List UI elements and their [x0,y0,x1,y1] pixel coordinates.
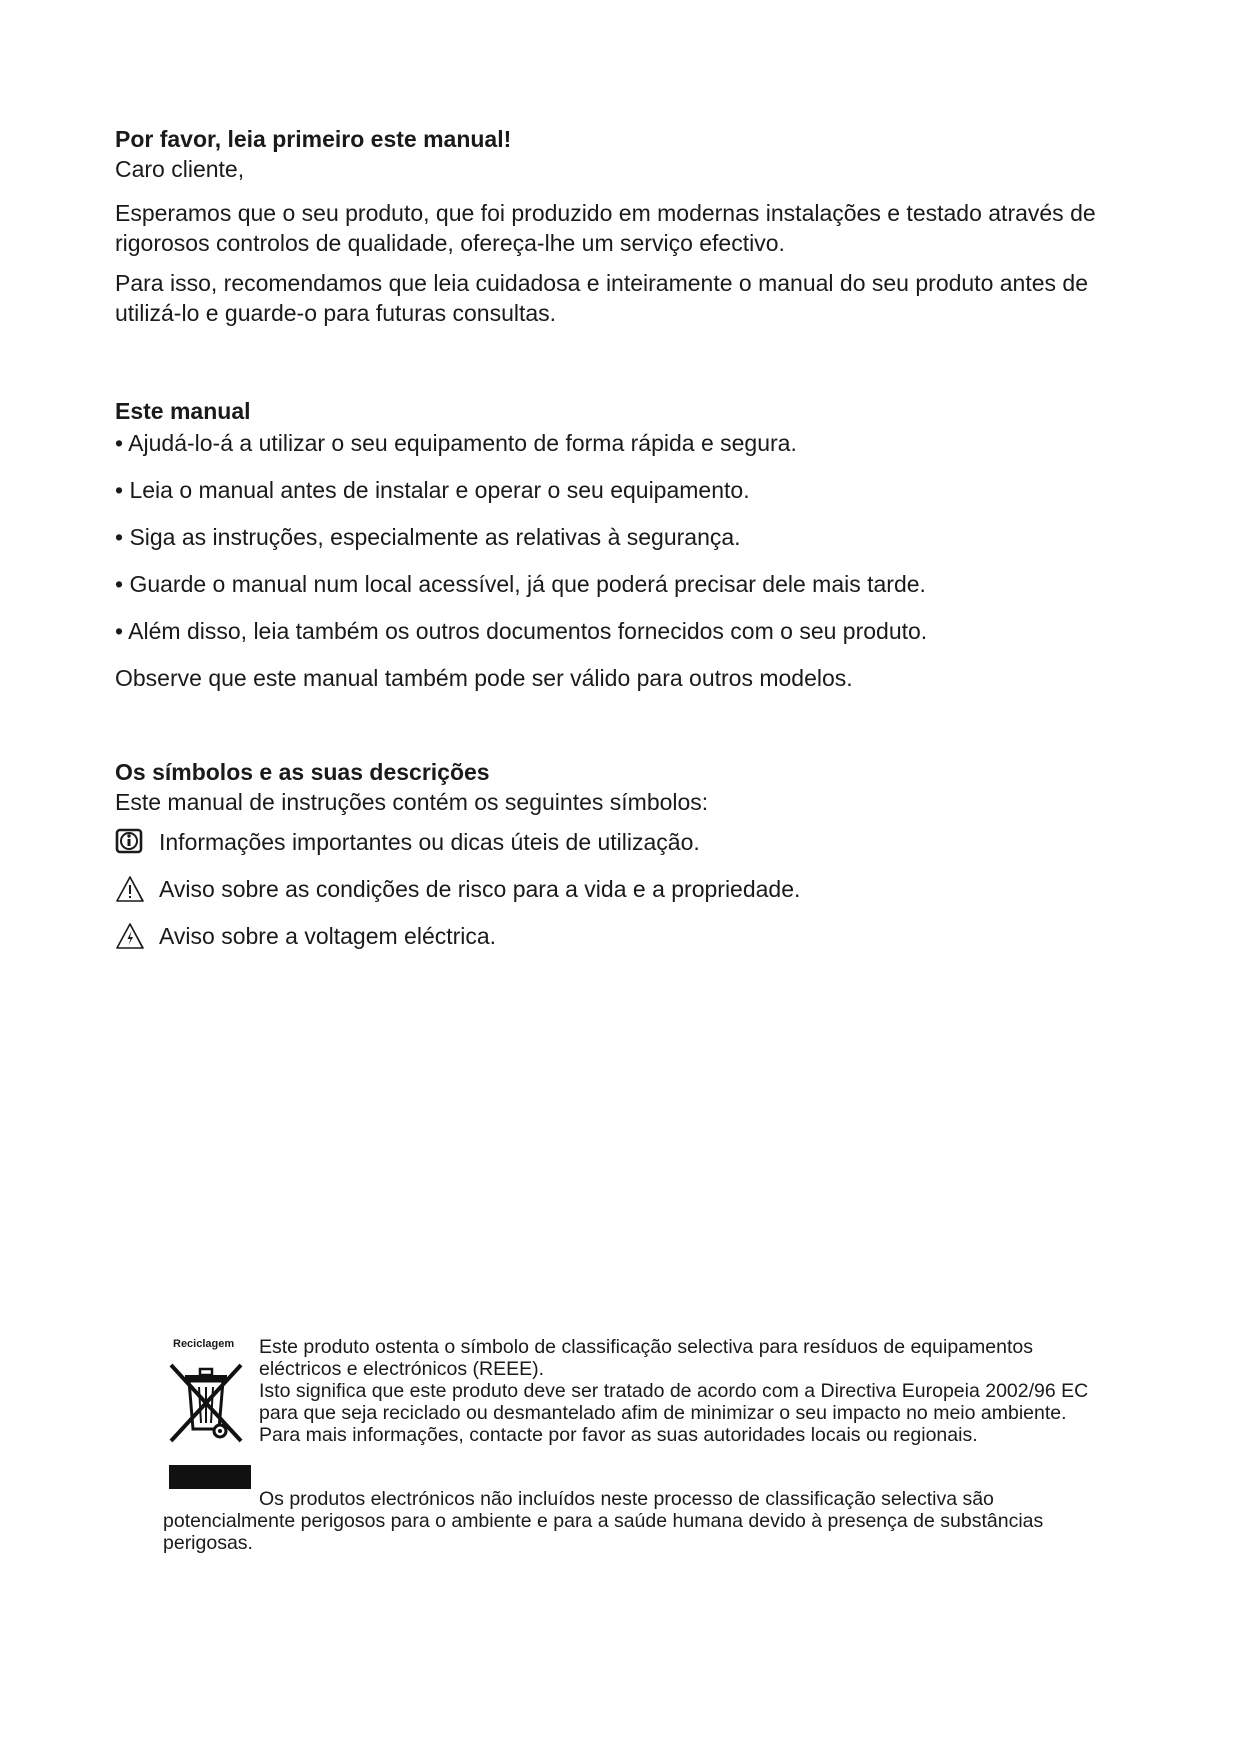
symbol-description: Aviso sobre a voltagem eléctrica. [159,923,497,949]
bullet-item: • Ajudá-lo-á a utilizar o seu equipamento de forma rápida e segura. [115,430,797,456]
bullet-item: • Guarde o manual num local acessível, já que poderá precisar dele mais tarde. [115,571,926,597]
document-page [115,124,1135,968]
info-icon [115,827,145,857]
symbols-intro: Este manual de instruções contém os seguintes símbolos: [115,789,709,815]
recycling-paragraph-2: Os produtos electrónicos não incluídos neste processo de classificação selectiva são potencialmente perigosos para o ambiente e para a saúde humana devido à presença de substâncias perigosas. [163,1488,1044,1554]
symbol-description: Informações importantes ou dicas úteis de utilização. [159,829,700,855]
crossed-bin-icon [167,1353,245,1443]
symbols-title: Os símbolos e as suas descrições [115,759,490,785]
weee-symbol [163,1333,259,1503]
recycling-paragraph-1a: Este produto ostenta o símbolo de classificação selectiva para resíduos de equipamentos eléctricos e electrónicos (REEE). [259,1336,1033,1380]
intro-paragraph-2: Para isso, recomendamos que leia cuidadosa e inteiramente o manual do seu produto antes de utilizá-lo e guarde-o para futuras consultas. [115,270,1088,326]
recycling-label: Reciclagem [173,1338,235,1350]
intro-paragraph-1: Esperamos que o seu produto, que foi produzido em modernas instalações e testado através de rigorosos controlos de qualidade, ofereça-lhe um serviço efectivo. [115,200,1096,256]
symbol-row-info [115,827,1135,857]
electric-warning-icon [115,921,145,951]
bullet-item: • Além disso, leia também os outros documentos fornecidos com o seu produto. [115,618,928,644]
greeting: Caro cliente, [115,156,245,182]
intro-title: Por favor, leia primeiro este manual! [115,126,512,152]
recycling-notice [163,1333,1093,1503]
manual-note: Observe que este manual também pode ser válido para outros modelos. [115,665,853,691]
symbol-row-electric [115,921,1135,951]
bullet-item: • Leia o manual antes de instalar e operar o seu equipamento. [115,477,750,503]
recycling-paragraph-1b: Isto significa que este produto deve ser tratado de acordo com a Directiva Europeia 2002/96 EC para que seja reciclado ou desmantelado afim de minimizar o seu impacto no meio ambiente. Para mais informações, contacte por favor as suas autoridades locais ou regionais. [259,1380,1089,1446]
recycling-footer [163,1488,1093,1554]
symbol-row-warning [115,874,1135,904]
bullet-item: • Siga as instruções, especialmente as relativas à segurança. [115,524,741,550]
manual-title: Este manual [115,398,251,424]
warning-icon [115,874,145,904]
black-bar [169,1465,251,1489]
symbol-description: Aviso sobre as condições de risco para a vida e a propriedade. [159,876,801,902]
